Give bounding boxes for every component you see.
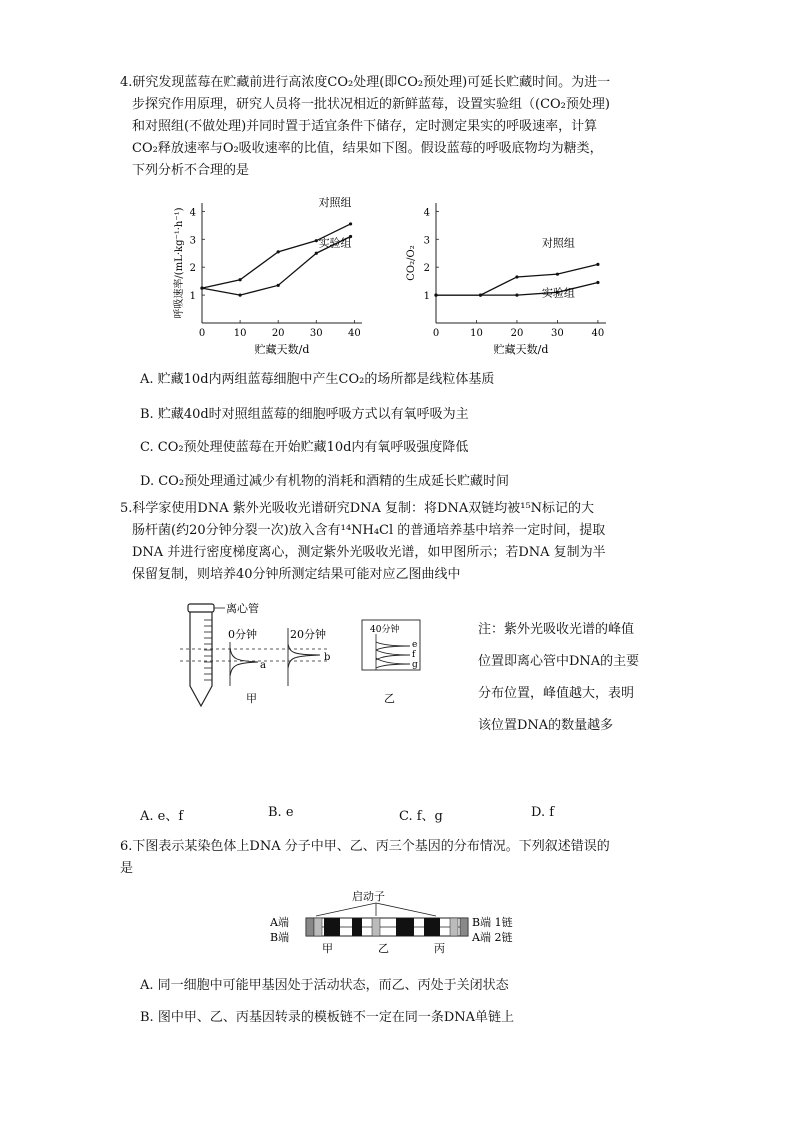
q6-line: 是 (120, 861, 134, 876)
series-label: 对照组 (541, 236, 575, 250)
q6-line: 6.下图表示某染色体上DNA 分子中甲、乙、丙三个基因的分布情况。下列叙述错误的 (120, 839, 610, 854)
curve-b-label: b (324, 652, 331, 663)
x-axis-label: 贮藏天数/d (254, 343, 310, 355)
q5-line: 5.科学家使用DNA 紫外光吸收光谱研究DNA 复制：将DNA双链均被¹⁵N标记的大 (120, 501, 595, 516)
data-point (479, 293, 482, 296)
q5-choice-b[interactable]: B. e (268, 805, 294, 820)
x-axis-label: 贮藏天数/d (493, 343, 549, 355)
x-tick-label: 0 (198, 328, 206, 339)
q5-note (478, 614, 639, 742)
q4-option-c[interactable]: C. CO₂预处理使蓝莓在开始贮藏10d内有氧呼吸强度降低 (140, 440, 469, 455)
data-point (238, 293, 241, 296)
y-tick-label: 4 (189, 207, 196, 219)
time-40-label: 40分钟 (370, 625, 400, 635)
question-6-stem (120, 836, 680, 880)
q5-choice-a[interactable]: A. e、f (140, 809, 184, 824)
x-tick-label: 20 (510, 328, 524, 339)
note-line: 该位置DNA的数量越多 (478, 718, 614, 733)
question-5-stem (120, 498, 680, 586)
q5-line: 保留复制，则培养40分钟所测定结果可能对应乙图曲线中 (132, 567, 461, 582)
y-tick-label: 1 (189, 291, 196, 303)
q4-line: CO₂释放速率与O₂吸收速率的比值，结果如下图。假设蓝莓的呼吸底物均为糖类， (132, 141, 603, 156)
y-tick-label: 1 (423, 291, 430, 303)
x-tick-label: 30 (309, 328, 323, 339)
q5-line: DNA 并进行密度梯度离心，测定紫外光吸收光谱，如甲图所示；若DNA 复制为半 (132, 545, 606, 560)
curve-f-label: f (412, 650, 416, 660)
series-line (202, 224, 351, 288)
x-tick-label: 30 (551, 328, 564, 339)
q4-line: 下列分析不合理的是 (132, 163, 250, 178)
time-0-label: 0分钟 (228, 628, 257, 641)
a-end-chain2-label: A端 2链 (472, 931, 513, 944)
centrifuge-figure (180, 598, 460, 713)
caption-yi: 乙 (384, 692, 395, 705)
q4-line: 和对照组(不做处理)并同时置于适宜条件下储存，定时测定果实的呼吸速率，计算 (132, 119, 598, 134)
y-axis-label: CO₂/O₂ (406, 245, 417, 281)
curve-g-label: g (412, 660, 418, 670)
series-label: 实验组 (318, 236, 352, 250)
q5-line: 肠杆菌(约20分钟分裂一次)放入含有¹⁴NH₄Cl 的普通培养基中培养一定时间，提取 (132, 523, 606, 538)
tube-label: 离心管 (226, 602, 259, 615)
x-tick-label: 20 (271, 328, 285, 339)
data-point (277, 284, 280, 287)
data-point (515, 275, 518, 278)
x-tick-label: 0 (432, 328, 440, 339)
q4-option-b[interactable]: B. 贮藏40d时对照组蓝莓的细胞呼吸方式以有氧呼吸为主 (140, 407, 469, 422)
centrifuge-tube (188, 604, 214, 706)
b-end-chain1-label: B端 1链 (472, 916, 513, 929)
x-tick-label: 10 (233, 328, 247, 339)
data-point (556, 273, 559, 276)
series-label: 对照组 (318, 195, 352, 209)
y-tick-label: 2 (189, 263, 196, 275)
gene-yi-label: 乙 (378, 942, 389, 955)
q6-option-a[interactable]: A. 同一细胞中可能甲基因处于活动状态，而乙、丙处于关闭状态 (140, 978, 509, 993)
respiration-rate-chart (170, 195, 380, 355)
data-point (349, 222, 352, 225)
data-point (200, 287, 203, 290)
gene-bing-label: 丙 (434, 942, 445, 955)
y-tick-label: 3 (423, 235, 430, 247)
curve-a-label: a (260, 660, 266, 671)
promoter-label: 启动子 (352, 890, 385, 903)
data-point (515, 293, 518, 296)
gene-jia-label: 甲 (322, 942, 333, 955)
data-point (315, 239, 318, 242)
co2-o2-ratio-chart (400, 195, 630, 355)
q4-option-a[interactable]: A. 贮藏10d内两组蓝莓细胞中产生CO₂的场所都是线粒体基质 (140, 372, 495, 387)
note-line: 分布位置，峰值越大，表明 (478, 686, 635, 701)
y-axis-label: 呼吸速率/(mL·kg⁻¹·h⁻¹) (174, 207, 185, 319)
data-point (238, 278, 241, 281)
data-point (277, 250, 280, 253)
data-point (315, 252, 318, 255)
y-tick-label: 4 (423, 207, 430, 219)
curve-e-label: e (412, 640, 418, 650)
question-4-stem (120, 72, 680, 182)
x-tick-label: 40 (591, 328, 605, 339)
q5-choice-c[interactable]: C. f、g (399, 809, 443, 824)
y-tick-label: 2 (423, 263, 430, 275)
data-point (434, 293, 437, 296)
caption-jia: 甲 (246, 692, 257, 705)
note-line: 位置即离心管中DNA的主要 (478, 654, 640, 669)
note-line: 注：紫外光吸收光谱的峰值 (478, 622, 635, 637)
q6-option-b[interactable]: B. 图中甲、乙、丙基因转录的模板链不一定在同一条DNA单链上 (140, 1010, 515, 1025)
q4-line: 步探究作用原理，研究人员将一批状况相近的新鲜蓝莓，设置实验组（(CO₂预处理) (132, 97, 610, 112)
data-point (596, 281, 599, 284)
q5-choice-d[interactable]: D. f (531, 805, 555, 820)
q4-option-d[interactable]: D. CO₂预处理通过减少有机物的消耗和酒精的生成延长贮藏时间 (140, 474, 510, 489)
time-20-label: 20分钟 (290, 628, 326, 641)
data-point (596, 263, 599, 266)
series-label: 实验组 (541, 286, 575, 300)
x-tick-label: 40 (348, 328, 361, 339)
q4-line: 4.研究发现蓝莓在贮藏前进行高浓度CO₂处理(即CO₂预处理)可延长贮藏时间。为进一 (120, 75, 611, 90)
b-end-bottom-label: B端 (270, 931, 290, 944)
a-end-top-label: A端 (270, 916, 289, 929)
dna-gene-figure (268, 886, 538, 958)
y-tick-label: 3 (189, 235, 196, 247)
x-tick-label: 10 (470, 328, 483, 339)
